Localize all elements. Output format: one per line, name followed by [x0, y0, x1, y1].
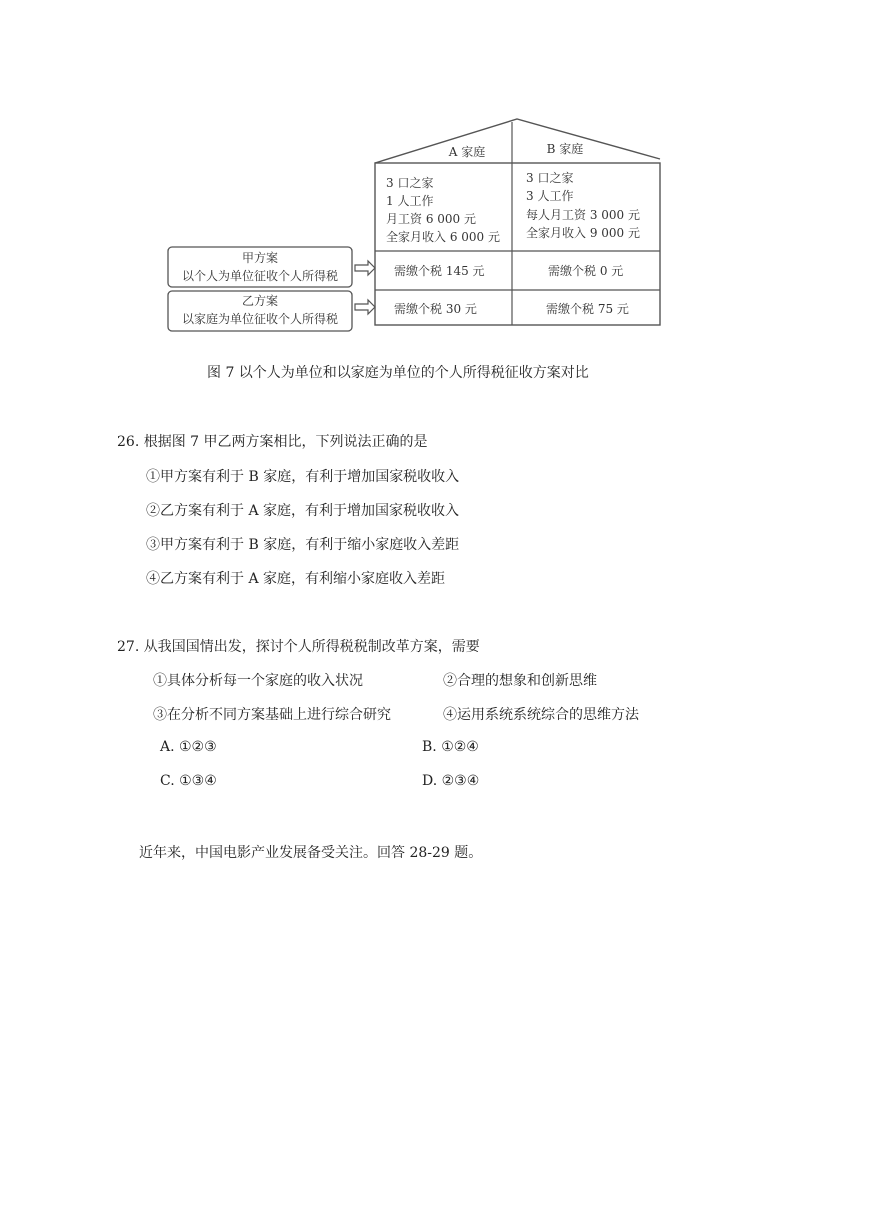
figure-7 [0, 0, 869, 340]
section-intro: 近年来，中国电影产业发展备受关注。回答 28-29 题。 [139, 845, 483, 861]
figure-caption: 图 7 以个人为单位和以家庭为单位的个人所得税征收方案对比 [207, 365, 589, 381]
question-26-option: ②乙方案有利于 A 家庭，有利于增加国家税收收入 [146, 503, 460, 519]
question-26-option: ③甲方案有利于 B 家庭，有利于缩小家庭收入差距 [146, 537, 460, 553]
tax-b-plan-jia: 需缴个税 0 元 [548, 264, 624, 278]
question-27-item: ④运用系统系统综合的思维方法 [443, 707, 639, 723]
family-a-line: 3 口之家 [386, 176, 434, 190]
family-a-line: 1 人工作 [386, 194, 434, 208]
question-27-choice: D. ②③④ [422, 773, 480, 789]
arrow-icon [355, 261, 375, 275]
question-27-choice: A. ①②③ [160, 739, 217, 755]
family-a-line: 月工资 6 000 元 [386, 212, 476, 226]
question-26-option: ④乙方案有利于 A 家庭，有利缩小家庭收入差距 [146, 571, 446, 587]
family-b-line: 全家月收入 9 000 元 [526, 226, 640, 240]
house-roof [375, 119, 660, 163]
question-27-item: ①具体分析每一个家庭的收入状况 [153, 673, 363, 689]
plan-jia-title: 甲方案 [241, 251, 279, 265]
question-26-option: ①甲方案有利于 B 家庭，有利于增加国家税收收入 [146, 469, 460, 485]
header-b: B 家庭 [546, 142, 584, 156]
question-27-choice: B. ①②④ [422, 739, 479, 755]
family-b-line: 3 口之家 [526, 171, 574, 185]
plan-yi-title: 乙方案 [241, 294, 279, 308]
question-27-item: ③在分析不同方案基础上进行综合研究 [153, 707, 391, 723]
tax-a-plan-jia: 需缴个税 145 元 [394, 264, 485, 278]
question-26-stem: 26. 根据图 7 甲乙两方案相比，下列说法正确的是 [117, 434, 428, 450]
question-27-stem: 27. 从我国国情出发，探讨个人所得税税制改革方案，需要 [117, 639, 480, 655]
question-27-item: ②合理的想象和创新思维 [443, 673, 597, 689]
family-a-line: 全家月收入 6 000 元 [386, 230, 500, 244]
arrow-icon [355, 300, 375, 314]
question-27-choice: C. ①③④ [160, 773, 217, 789]
plan-yi-desc: 以家庭为单位征收个人所得税 [181, 312, 339, 326]
header-a: A 家庭 [448, 145, 486, 159]
family-b-line: 每人月工资 3 000 元 [526, 208, 640, 222]
tax-a-plan-yi: 需缴个税 30 元 [394, 302, 477, 316]
plan-jia-desc: 以个人为单位征收个人所得税 [181, 269, 339, 283]
tax-b-plan-yi: 需缴个税 75 元 [546, 302, 629, 316]
family-b-line: 3 人工作 [526, 189, 574, 203]
